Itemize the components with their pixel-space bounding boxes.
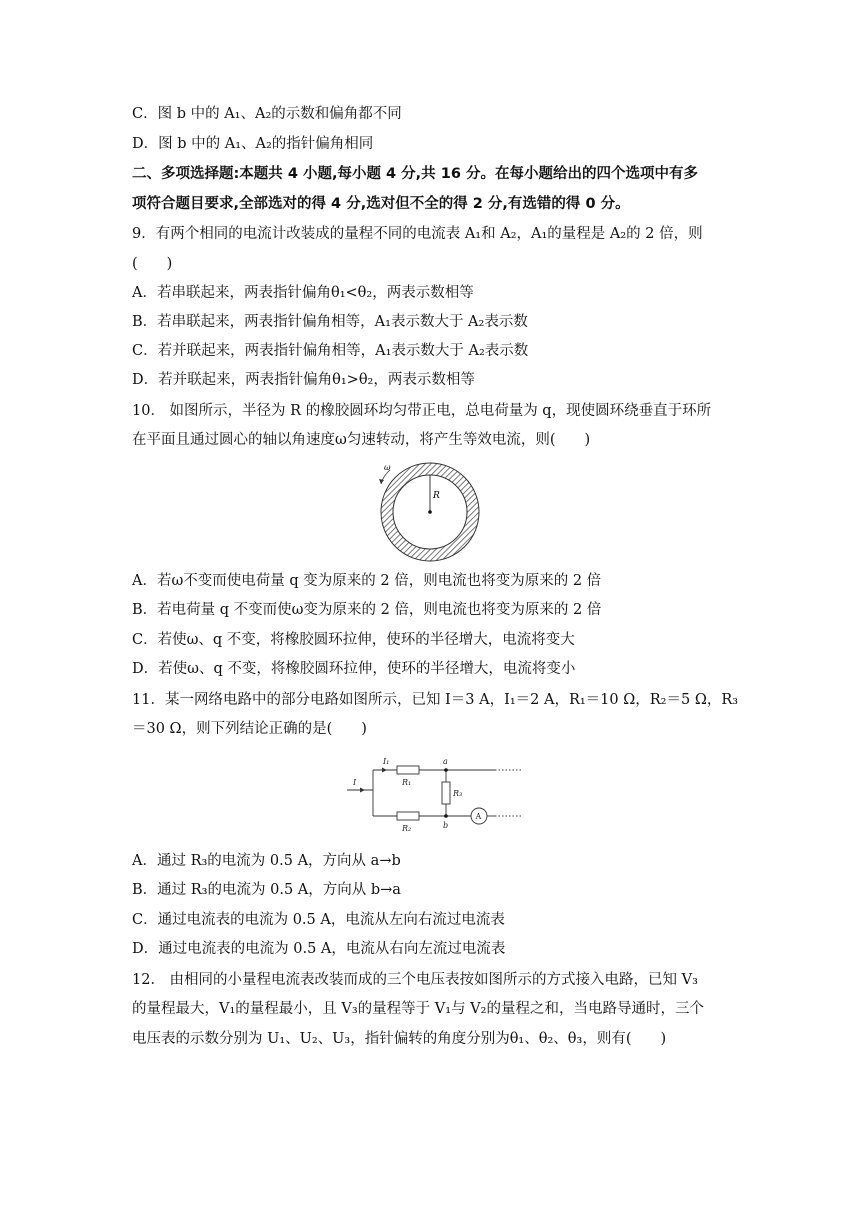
section-heading-cont: 项符合题目要求,全部选对的得 4 分,选对但不全的得 2 分,有选错的得 0 分。 [132, 196, 630, 212]
question-11-cont: ＝30 Ω，则下列结论正确的是( ) [132, 721, 367, 737]
option-d-q11: D．通过电流表的电流为 0.5 A，电流从右向左流过电流表 [132, 941, 506, 957]
question-10: 10． 如图所示，半径为 R 的橡胶圆环均匀带正电，总电荷量为 q，现使圆环绕垂直于环所 [132, 403, 712, 419]
label-r1: R₁ [402, 778, 412, 787]
question-12: 12． 由相同的小量程电流表改装而成的三个电压表按如图所示的方式接入电路，已知 V₃ [132, 972, 698, 988]
omega-label: ω [384, 463, 391, 472]
option-c-q11: C．通过电流表的电流为 0.5 A，电流从左向右流过电流表 [132, 912, 505, 928]
option-b-q11: B．通过 R₃的电流为 0.5 A，方向从 b→a [132, 882, 401, 898]
label-a: a [443, 757, 448, 766]
option-c-q8: C．图 b 中的 A₁、A₂的示数和偏角都不同 [132, 106, 402, 122]
resistor-r3 [442, 782, 450, 804]
label-i1: I₁ [383, 757, 390, 766]
label-r2: R₂ [402, 824, 412, 833]
option-c-q9: C．若并联起来，两表指针偏角相等，A₁表示数大于 A₂表示数 [132, 343, 529, 359]
option-a-q10: A．若ω不变而使电荷量 q 变为原来的 2 倍，则电流也将变为原来的 2 倍 [132, 573, 602, 589]
center-dot [428, 510, 432, 514]
option-d-q9: D．若并联起来，两表指针偏角θ₁>θ₂，两表示数相等 [132, 372, 475, 388]
option-b-q9: B．若串联起来，两表指针偏角相等，A₁表示数大于 A₂表示数 [132, 314, 528, 330]
section-heading: 二、多项选择题:本题共 4 小题,每小题 4 分,共 16 分。在每小题给出的四个选项中有多 [132, 166, 698, 182]
circuit-figure [345, 752, 525, 834]
option-c-q10: C．若使ω、q 不变，将橡胶圆环拉伸，使环的半径增大，电流将变大 [132, 632, 575, 648]
label-ammeter: A [475, 812, 482, 821]
label-b: b [443, 821, 449, 830]
option-d-q10: D．若使ω、q 不变，将橡胶圆环拉伸，使环的半径增大，电流将变小 [132, 661, 576, 677]
label-i: I [353, 778, 357, 787]
question-9: 9．有两个相同的电流计改装成的量程不同的电流表 A₁和 A₂，A₁的量程是 A₂的 2 倍，则 [132, 226, 703, 242]
rubber-ring-figure [370, 462, 490, 562]
question-10-cont: 在平面且通过圆心的轴以角速度ω匀速转动，将产生等效电流，则( ) [132, 432, 591, 448]
resistor-r1 [397, 766, 419, 774]
option-b-q10: B．若电荷量 q 不变而使ω变为原来的 2 倍，则电流也将变为原来的 2 倍 [132, 602, 602, 618]
option-a-q11: A．通过 R₃的电流为 0.5 A，方向从 a→b [132, 853, 401, 869]
question-11: 11．某一网络电路中的部分电路如图所示，已知 I＝3 A，I₁＝2 A，R₁＝10 Ω，R₂＝5 Ω，R₃ [132, 692, 739, 708]
question-12-cont2: 电压表的示数分别为 U₁、U₂、U₃，指针偏转的角度分别为θ₁、θ₂、θ₃，则有( ) [132, 1031, 667, 1047]
resistor-r2 [397, 812, 419, 820]
option-d-q8: D．图 b 中的 A₁、A₂的指针偏角相同 [132, 136, 374, 152]
option-a-q9: A．若串联起来，两表指针偏角θ₁<θ₂，两表示数相等 [132, 285, 474, 301]
question-12-cont: 的量程最大，V₁的量程最小，且 V₃的量程等于 V₁与 V₂的量程之和，当电路导通时，三个 [132, 1001, 704, 1017]
question-9-paren: ( ) [132, 256, 173, 272]
label-r3: R₃ [453, 789, 463, 798]
radius-label: R [433, 491, 440, 501]
